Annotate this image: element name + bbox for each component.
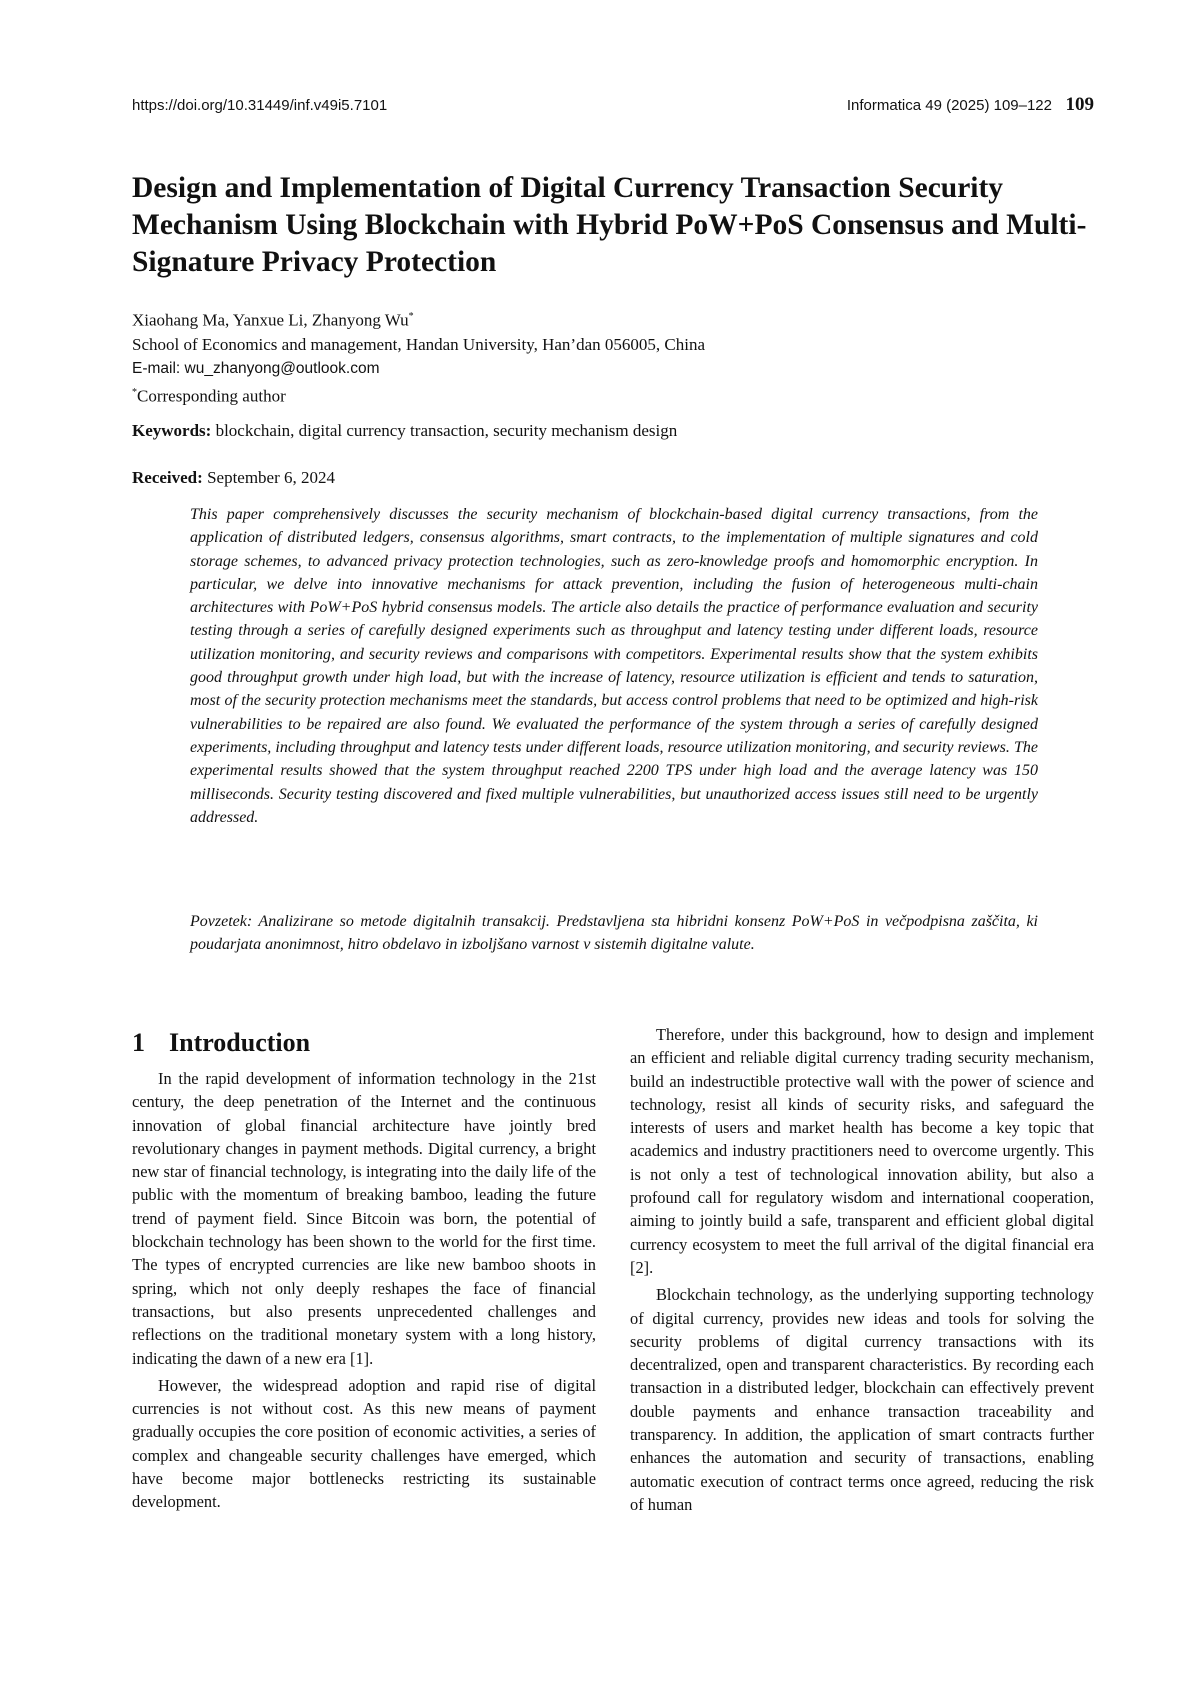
section-heading — [132, 1028, 310, 1058]
journal-citation: Informatica 49 (2025) 109–122 — [846, 97, 1052, 114]
received-label: Received: — [132, 468, 203, 487]
paragraph: Blockchain technology, as the underlying supporting technology of digital currency, provides new ideas and tools for solving the security problems of digital currency transactions with its decentralized, open and transparent characteristics. By recording each transaction in a distributed ledger, blockchain can effectively prevent double payments and enhance transaction traceability and transparency. In addition, the application of smart contracts further enhances the automation and security of transactions, enabling automatic execution of contract terms once agreed, reducing the risk of human — [630, 1285, 1094, 1514]
keywords-text: blockchain, digital currency transaction, security mechanism design — [215, 421, 678, 440]
paper-title: Design and Implementation of Digital Currency Transaction Security Mechanism Using Blockchain with Hybrid PoW+PoS Consensus and Multi-Signature Privacy Protection — [132, 172, 1087, 278]
paragraph: In the rapid development of information technology in the 21st century, the deep penetration of the Internet and the continuous innovation of global financial architecture have jointly bred revolutionary changes in payment methods. Digital currency, a bright new star of financial technology, is integrating into the daily life of the public with the momentum of breaking bamboo, leading the future trend of payment field. Since Bitcoin was born, the potential of blockchain technology has been shown to the world for the first time. The types of encrypted currencies are like new bamboo shoots in spring, which not only deeply reshapes the face of financial transactions, but also presents unprecedented challenges and reflections on the traditional monetary system with a long history, indicating the dawn of a new era [1]. — [132, 1069, 596, 1368]
author-names — [132, 305, 1092, 333]
corresponding-text: Corresponding author — [137, 386, 286, 406]
author-names-text: Xiaohang Ma, Yanxue Li, Zhanyong Wu — [132, 310, 409, 330]
paragraph: However, the widespread adoption and rapid rise of digital currencies is not without cost. As this new means of payment gradually occupies the core position of economic activities, a series of complex and changeable security challenges have emerged, which have become major bottlenecks restricting its sustainable development. — [132, 1375, 596, 1512]
povzetek: Povzetek: Analizirane so metode digitalnih transakcij. Predstavljena sta hibridni konsenz PoW+PoS in večpodpisna zaščita, ki poudarjata anonimnost, hitro obdelavo in izboljšano varnost v sistemih digitalne valute. — [190, 913, 1038, 954]
email[interactable]: E-mail: wu_zhanyong@outlook.com — [132, 359, 380, 377]
corresponding-mark: * — [132, 386, 137, 398]
doi-link[interactable]: https://doi.org/10.31449/inf.v49i5.7101 — [132, 97, 388, 114]
author-mark: * — [408, 311, 414, 322]
right-column — [630, 1023, 1094, 1520]
corresponding-note — [132, 381, 1092, 409]
abstract: This paper comprehensively discusses the security mechanism of blockchain-based digital currency transactions, from the application of distributed ledgers, consensus algorithms, smart contracts, to the implementation of multiple signatures and cold storage schemes, to advanced privacy protection technologies, such as zero-knowledge proofs and homomorphic encryption. In particular, we delve into innovative mechanisms for attack prevention, including the fusion of heterogeneous multi-chain architectures with PoW+PoS hybrid consensus models. The article also details the practice of performance evaluation and security testing through a series of carefully designed experiments such as throughput and latency testing under different loads, resource utilization monitoring, and security reviews and comparisons with competitors. Experimental results show that the system exhibits good throughput growth under high load, but with the increase of latency, resource utilization is efficient and tends to saturation, most of the security protection mechanisms meet the standards, but access control problems that need to be optimized and high-risk vulnerabilities to be repaired are also found. We evaluated the performance of the system through a series of carefully designed experiments, including throughput and latency tests under different loads, resource utilization monitoring, and security reviews. The experimental results showed that the system throughput reached 2200 TPS under high load and the average latency was 150 milliseconds. Security testing discovered and fixed multiple vulnerabilities, but unauthorized access issues still need to be urgently addressed. — [190, 506, 1038, 826]
paragraph: Therefore, under this background, how to design and implement an efficient and reliable digital currency trading security mechanism, build an indestructible protective wall with the power of science and technology, resist all kinds of security risks, and safeguard the interests of users and market health has become a key topic that academics and industry practitioners need to overcome urgently. This is not only a test of technological innovation ability, but also a profound call for regulatory wisdom and international cooperation, aiming to jointly build a safe, transparent and efficient global digital currency ecosystem to meet the full arrival of the digital financial era [2]. — [630, 1025, 1094, 1277]
section-number: 1 — [132, 1028, 145, 1057]
keywords-label: Keywords: — [132, 421, 212, 440]
page-number: 109 — [1065, 94, 1094, 115]
received-date — [132, 468, 1092, 488]
left-column — [132, 1067, 596, 1518]
section-title: Introduction — [169, 1028, 311, 1057]
received-text: September 6, 2024 — [207, 468, 336, 487]
keywords — [132, 421, 1092, 441]
affiliation: School of Economics and management, Handan University, Han’dan 056005, China — [132, 334, 705, 354]
author-block — [132, 305, 1092, 408]
